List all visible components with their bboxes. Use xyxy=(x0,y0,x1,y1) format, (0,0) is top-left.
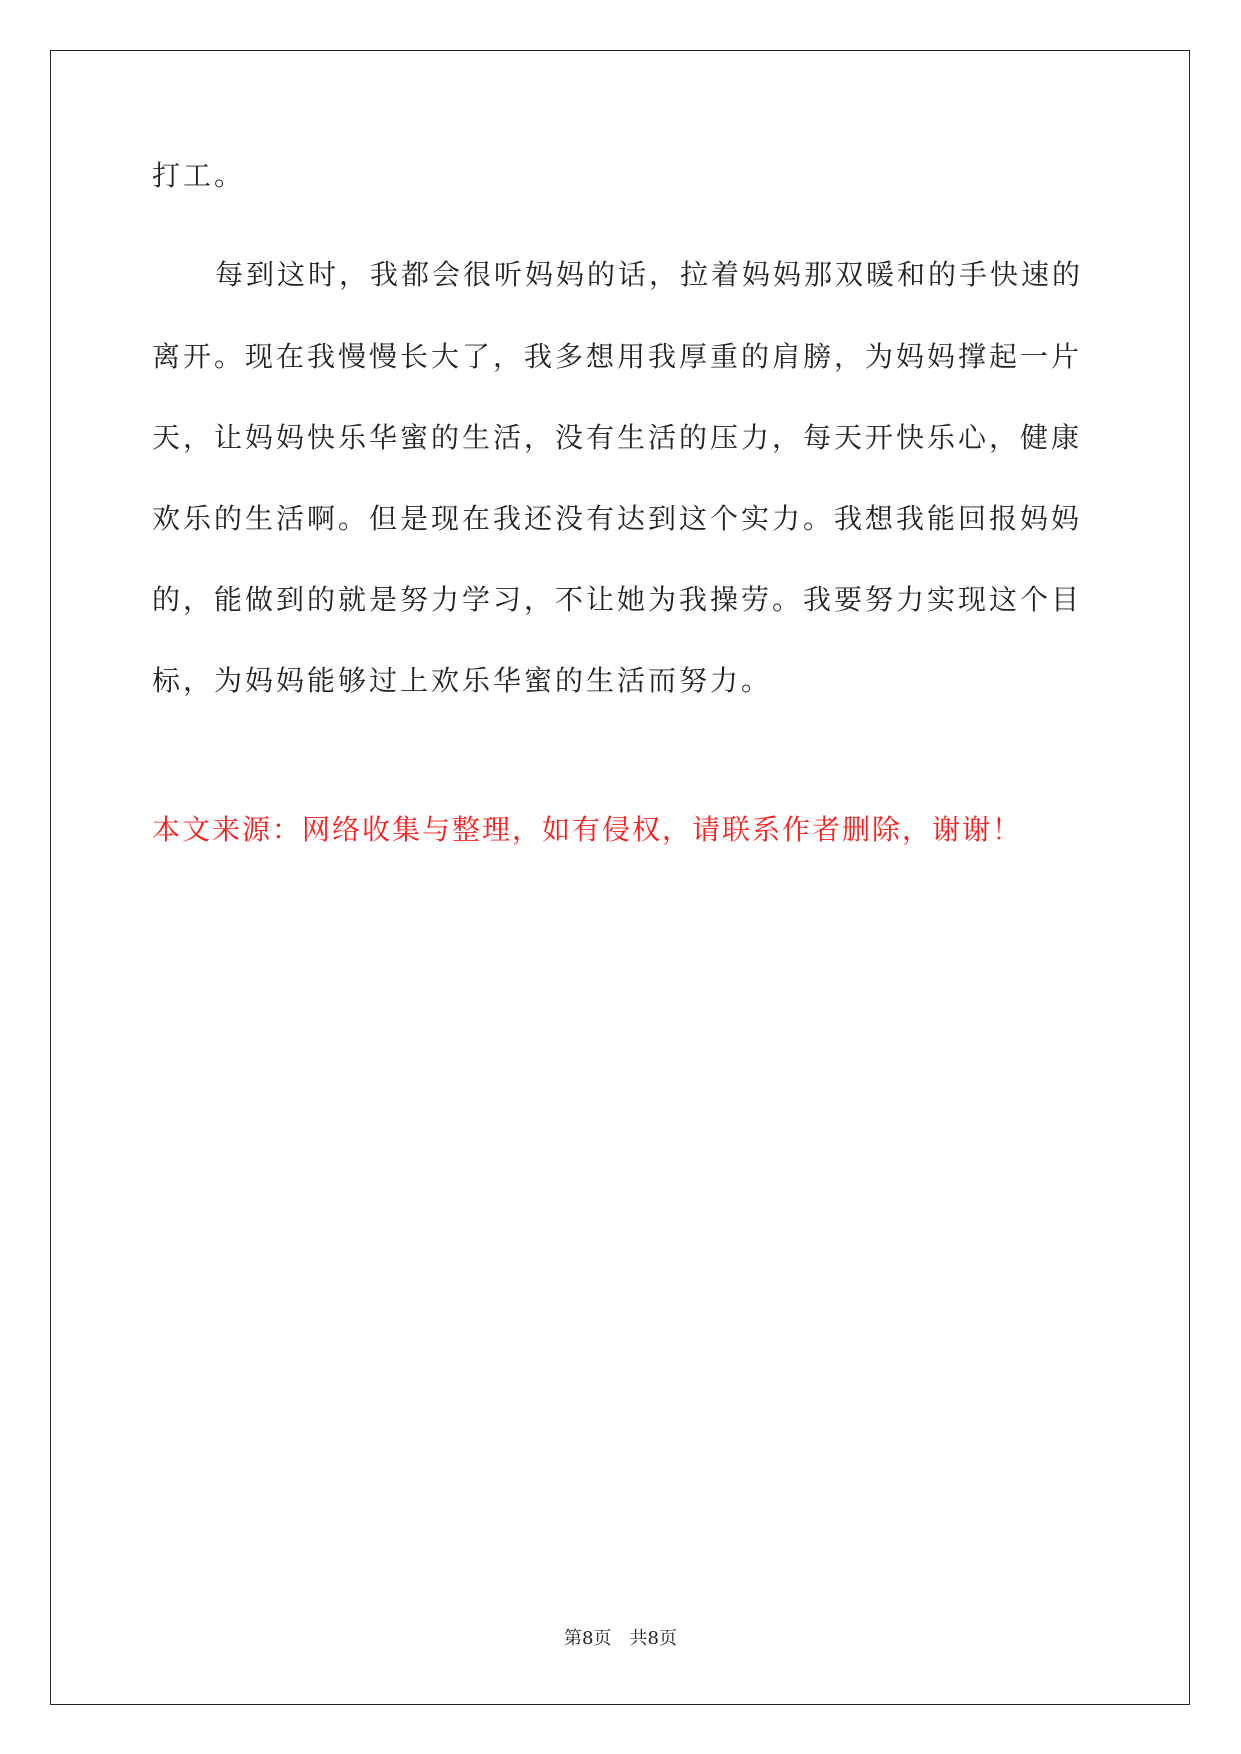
paragraph-line: 欢乐的生活啊。但是现在我还没有达到这个实力。我想我能回报妈妈 xyxy=(152,502,1083,535)
source-notice: 本文来源：网络收集与整理，如有侵权，请联系作者删除，谢谢！ xyxy=(152,813,1023,846)
paragraph-line: 离开。现在我慢慢长大了，我多想用我厚重的肩膀，为妈妈撑起一片 xyxy=(152,340,1083,373)
paragraph-line: 打工。 xyxy=(152,159,246,192)
paragraph-line: 的，能做到的就是努力学习，不让她为我操劳。我要努力实现这个目 xyxy=(152,583,1083,616)
page-border xyxy=(50,50,1190,1705)
page-number: 第8页 共8页 xyxy=(564,1628,677,1649)
paragraph-line: 天，让妈妈快乐华蜜的生活，没有生活的压力，每天开快乐心，健康 xyxy=(152,421,1083,454)
paragraph-line: 每到这时，我都会很听妈妈的话，拉着妈妈那双暖和的手快速的 xyxy=(215,258,1084,291)
paragraph-line: 标，为妈妈能够过上欢乐华蜜的生活而努力。 xyxy=(152,664,773,697)
